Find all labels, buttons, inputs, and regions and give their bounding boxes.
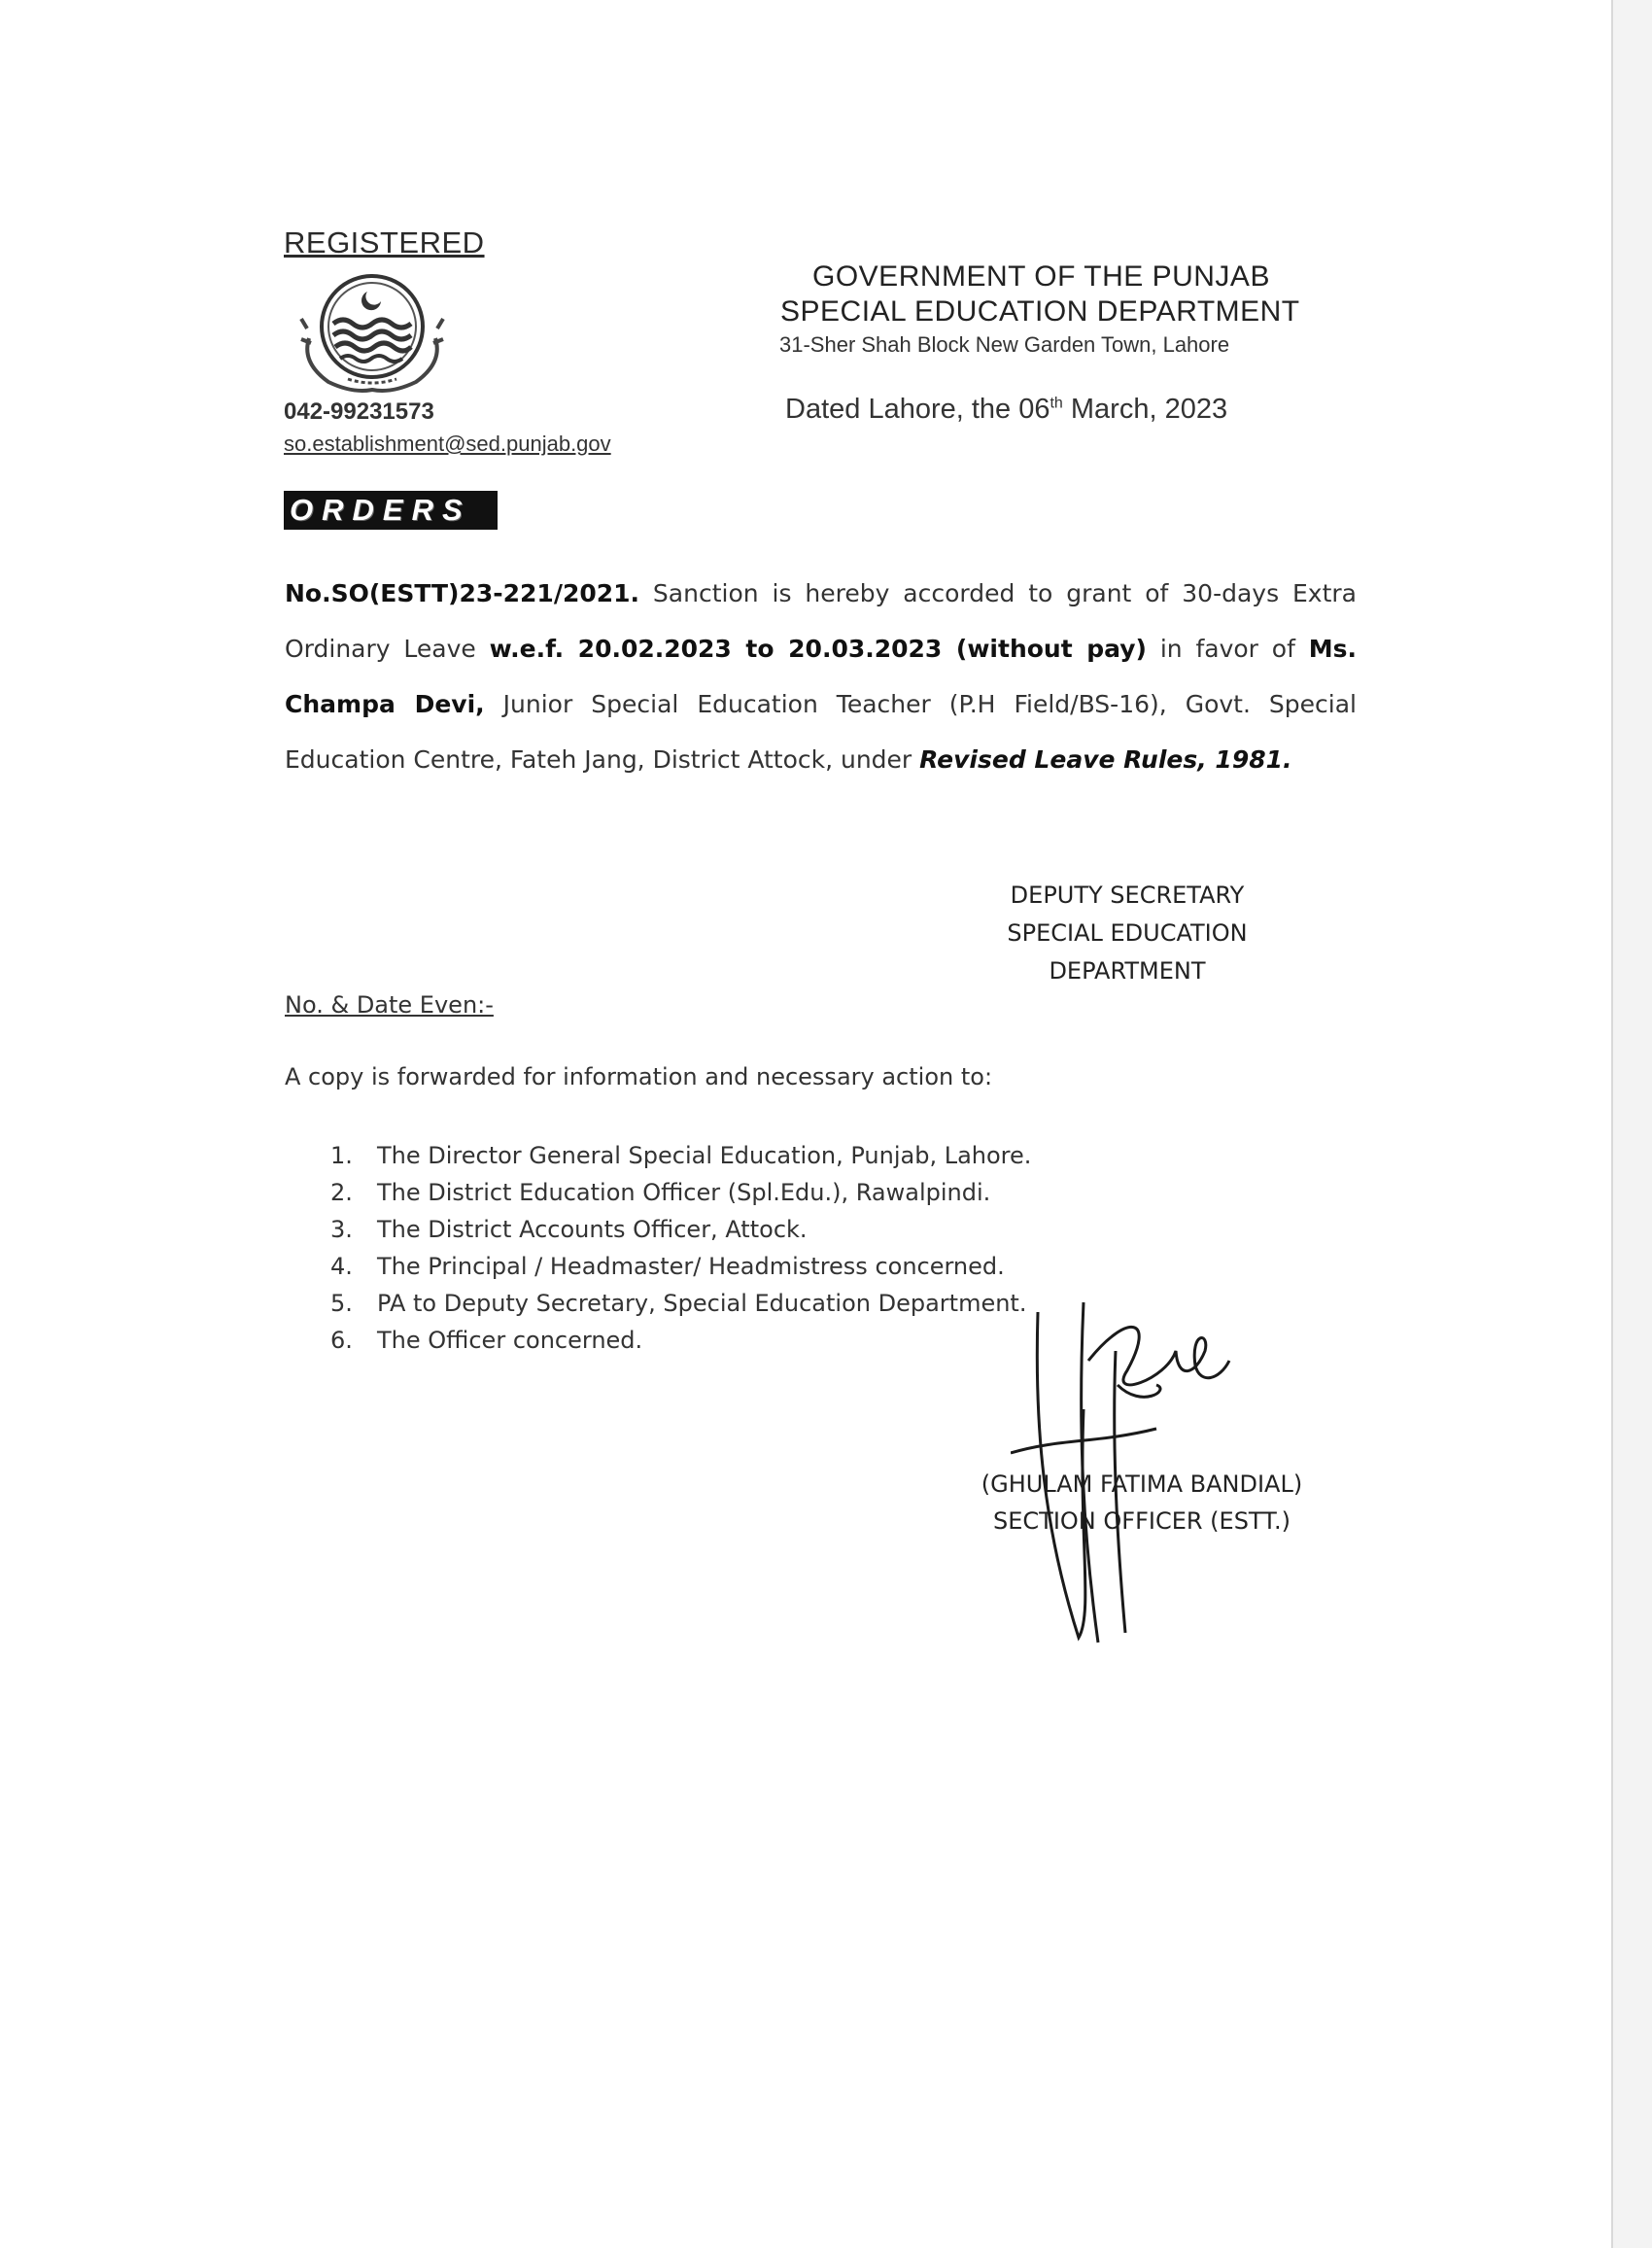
list-item: 4. The Principal / Headmaster/ Headmistress concerned. [330, 1253, 1005, 1280]
registered-label: REGISTERED [284, 225, 485, 259]
phone-number: 042-99231573 [284, 398, 434, 425]
list-item: 2. The District Education Officer (Spl.Edu.), Rawalpindi. [330, 1179, 991, 1206]
date-line [785, 394, 1227, 426]
officer-name: (GHULAM FATIMA BANDIAL) [981, 1470, 1303, 1498]
department-address: 31-Sher Shah Block New Garden Town, Lahore [779, 332, 1230, 357]
punjab-government-emblem-icon [290, 270, 455, 397]
page-edge [1611, 0, 1652, 2248]
officer-title: SECTION OFFICER (ESTT.) [993, 1507, 1291, 1535]
date-prefix: Dated Lahore, the 06 [785, 394, 1050, 425]
order-text-3: Junior Special Education Teacher (P.H Field/BS-16), Govt. Special Education Centre, Fateh Jang, District Attock, under [285, 690, 1358, 774]
government-title: GOVERNMENT OF THE PUNJAB [812, 260, 1270, 293]
handwritten-signature-icon [1011, 1293, 1244, 1662]
list-item: 5. PA to Deputy Secretary, Special Education Department. [330, 1290, 1027, 1317]
deputy-secretary-block [1001, 877, 1254, 990]
leave-period: w.e.f. 20.02.2023 to 20.03.2023 (without pay) [489, 635, 1147, 663]
date-suffix: March, 2023 [1062, 394, 1228, 425]
list-item: 3. The District Accounts Officer, Attock. [330, 1216, 808, 1243]
order-text-1: Sanction is hereby accorded to grant of 30-days Extra Ordinary Leave [285, 579, 1357, 663]
date-superscript: th [1050, 395, 1063, 412]
copy-forward-intro: A copy is forwarded for information and necessary action to: [285, 1063, 993, 1090]
signatory-line-3: DEPARTMENT [1049, 957, 1206, 985]
no-date-even-label: No. & Date Even:- [285, 991, 494, 1019]
employee-name: Ms. Champa Devi, [285, 635, 1358, 718]
order-text-2: in favor of [1147, 635, 1309, 663]
recipient-list [330, 1137, 1031, 1359]
orders-heading: ORDERS [284, 491, 498, 530]
order-paragraph [285, 566, 1357, 787]
signatory-line-2: SPECIAL EDUCATION [1007, 919, 1248, 947]
list-item: 6. The Officer concerned. [330, 1327, 643, 1354]
list-item: 1. The Director General Special Education, Punjab, Lahore. [330, 1142, 1032, 1169]
department-title: SPECIAL EDUCATION DEPARTMENT [780, 295, 1300, 328]
signatory-line-1: DEPUTY SECRETARY [1010, 882, 1245, 909]
order-number: No.SO(ESTT)23-221/2021. [285, 579, 640, 607]
email-link[interactable]: so.establishment@sed.punjab.gov [284, 432, 611, 456]
leave-rules: Revised Leave Rules, 1981. [919, 745, 1292, 774]
